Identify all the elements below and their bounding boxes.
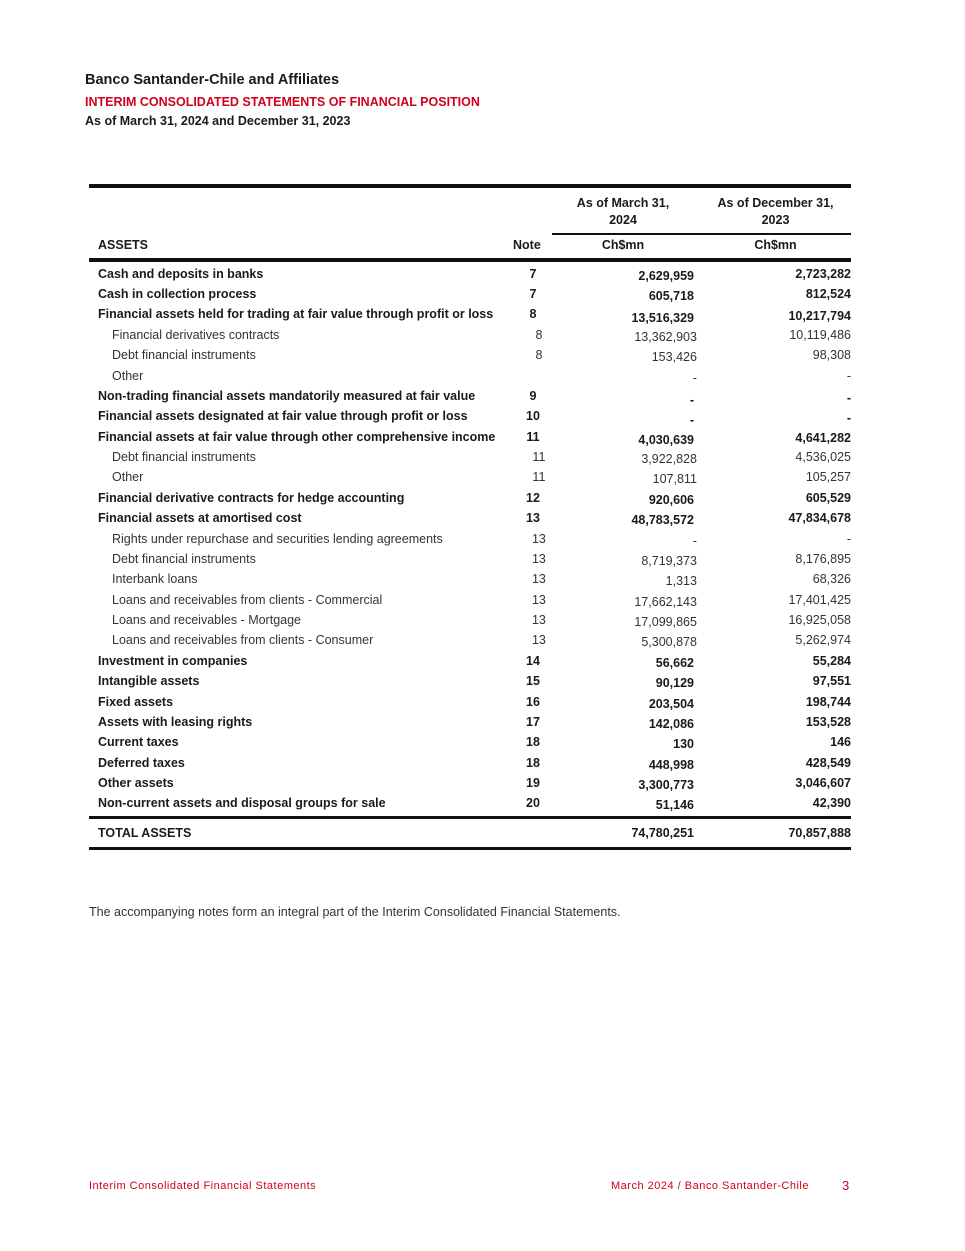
- row-note: 17: [526, 714, 540, 729]
- row-value-2023-text: 105,257: [805, 470, 851, 485]
- row-value-2024: [572, 468, 697, 488]
- row-value-2024: [572, 346, 697, 366]
- total-value-2024: 74,780,251: [631, 825, 694, 840]
- row-value-2024-text: 4,030,639: [638, 433, 694, 448]
- row-value-2023: [697, 631, 851, 651]
- row-value-2024-text: 13,516,329: [631, 311, 694, 326]
- row-note: 13: [531, 613, 546, 628]
- row-value-2023-text: -: [846, 411, 851, 425]
- row-value-2023: [694, 773, 851, 793]
- table-body: [89, 262, 851, 814]
- row-label: Non-current assets and disposal groups for sale: [98, 796, 386, 811]
- row-value-2024-text: 17,662,143: [634, 594, 697, 609]
- row-value-2023: [697, 468, 851, 488]
- table-row: [89, 733, 851, 753]
- row-value-2023-text: 428,549: [805, 755, 851, 770]
- col2-title: As of December 31,: [717, 196, 834, 210]
- total-value-2023: 70,857,888: [788, 825, 851, 840]
- row-value-2023-text: 3,046,607: [795, 776, 851, 791]
- row-value-2024-text: 56,662: [655, 655, 694, 670]
- table-row: [89, 325, 851, 345]
- row-label: Debt financial instruments: [112, 551, 256, 566]
- row-label: Fixed assets: [98, 694, 174, 709]
- row-value-2023: [697, 346, 851, 366]
- table-row: [89, 284, 851, 304]
- row-value-2024-text: -: [692, 370, 697, 385]
- row-value-2023-text: 605,529: [805, 490, 851, 505]
- row-value-2023-text: 97,551: [812, 674, 851, 689]
- row-value-2024-text: 448,998: [648, 757, 694, 772]
- row-note: 15: [526, 674, 540, 689]
- row-note: 7: [529, 287, 537, 302]
- row-label: Non-trading financial assets mandatorily measured at fair value: [98, 388, 476, 403]
- row-label: Financial derivatives contracts: [112, 327, 280, 342]
- row-value-2024: [567, 407, 694, 427]
- row-label: Intangible assets: [98, 674, 200, 689]
- assets-heading: ASSETS: [98, 238, 149, 252]
- row-value-2024-text: 17,099,865: [634, 615, 697, 630]
- row-value-2024-text: 1,313: [665, 574, 697, 589]
- table-row: [89, 427, 851, 447]
- table-row: [89, 447, 851, 467]
- row-label: Deferred taxes: [98, 755, 185, 770]
- total-top-rule: [89, 816, 851, 819]
- col1-unit: Ch$mn: [601, 238, 645, 252]
- row-value-2024-text: -: [689, 413, 694, 427]
- statement-date: As of March 31, 2024 and December 31, 2023: [85, 114, 351, 128]
- table-row: [89, 468, 851, 488]
- row-label: Financial assets at amortised cost: [98, 511, 302, 526]
- row-value-2024-text: -: [692, 533, 697, 548]
- row-label: Other: [112, 368, 144, 383]
- row-value-2024-text: 3,922,828: [641, 452, 697, 467]
- col1-year: 2024: [609, 213, 637, 227]
- row-label: Financial assets designated at fair value through profit or loss: [98, 409, 468, 424]
- row-value-2024: [572, 590, 697, 610]
- row-value-2023: [694, 794, 851, 814]
- row-value-2024-text: 130: [673, 737, 694, 752]
- table-row: [89, 712, 851, 732]
- row-note: 7: [529, 266, 537, 281]
- row-value-2023-text: -: [846, 368, 851, 383]
- row-value-2023-text: 812,524: [805, 287, 851, 302]
- row-value-2024: [572, 570, 697, 590]
- row-label: Cash and deposits in banks: [98, 266, 264, 281]
- row-value-2023-text: 10,119,486: [789, 327, 851, 342]
- row-value-2023-text: 153,528: [805, 714, 851, 729]
- row-value-2024-text: 8,719,373: [641, 553, 697, 568]
- row-note: 10: [526, 409, 540, 424]
- row-value-2024-text: 107,811: [652, 472, 697, 487]
- table-row: [89, 672, 851, 692]
- row-value-2024-text: 90,129: [655, 676, 694, 691]
- row-note: 11: [532, 470, 546, 485]
- row-label: Debt financial instruments: [112, 348, 256, 363]
- row-label: Assets with leasing rights: [98, 714, 253, 729]
- row-note: 18: [526, 755, 540, 770]
- row-note: 11: [532, 450, 546, 465]
- row-value-2024: [567, 386, 694, 406]
- row-value-2023: [694, 733, 851, 753]
- row-note: 13: [526, 511, 540, 526]
- col1-title: As of March 31,: [576, 196, 670, 210]
- table-row: [89, 570, 851, 590]
- row-value-2023: [697, 447, 851, 467]
- row-note: 13: [531, 572, 546, 587]
- table-row: [89, 773, 851, 793]
- row-note: 13: [531, 592, 546, 607]
- row-value-2024-text: -: [689, 392, 694, 407]
- page-number: 3: [842, 1178, 850, 1193]
- company-name: Banco Santander-Chile and Affiliates: [85, 72, 340, 88]
- row-value-2024-text: 605,718: [648, 289, 694, 304]
- table-row: [89, 549, 851, 569]
- row-value-2024: [572, 366, 697, 386]
- row-value-2024-text: 142,086: [648, 716, 694, 731]
- row-note: 13: [531, 531, 546, 546]
- row-note: 8: [529, 307, 537, 322]
- row-note: 18: [526, 735, 540, 750]
- row-note: 12: [526, 490, 540, 505]
- row-label: Financial assets at fair value through other comprehensive income: [98, 429, 496, 444]
- row-value-2023-text: 4,536,025: [795, 450, 851, 465]
- table-row: [89, 386, 851, 406]
- row-value-2023: [697, 529, 851, 549]
- row-value-2024: [567, 427, 694, 447]
- row-value-2024: [572, 529, 697, 549]
- row-value-2023: [694, 672, 851, 692]
- row-label: Cash in collection process: [98, 287, 257, 302]
- row-value-2024: [567, 488, 694, 508]
- row-value-2023: [694, 427, 851, 447]
- row-value-2024-text: 2,629,959: [638, 268, 694, 283]
- row-value-2023-text: -: [846, 390, 851, 405]
- row-note: 8: [535, 327, 543, 342]
- row-value-2023: [694, 284, 851, 304]
- financial-position-table: [89, 184, 851, 850]
- row-label: Interbank loans: [112, 572, 198, 587]
- row-note: [506, 366, 573, 386]
- row-note: 11: [526, 429, 540, 444]
- table-row: [89, 753, 851, 773]
- total-assets-row: [89, 821, 851, 846]
- row-label: Other: [112, 470, 144, 485]
- table-row: [89, 264, 851, 284]
- row-value-2023-text: 98,308: [812, 348, 851, 363]
- row-label: Other assets: [98, 776, 174, 791]
- table-row: [89, 529, 851, 549]
- row-value-2023: [697, 366, 851, 386]
- row-note: 9: [529, 388, 537, 403]
- row-value-2024: [572, 631, 697, 651]
- row-value-2024-text: 203,504: [648, 696, 694, 711]
- row-value-2023-text: 146: [830, 735, 851, 750]
- col2-year: 2023: [761, 213, 790, 227]
- row-note: 13: [531, 633, 546, 648]
- row-value-2024: [567, 672, 694, 692]
- row-value-2024-text: 51,146: [655, 798, 694, 813]
- row-value-2023: [694, 264, 851, 284]
- total-bottom-rule: [89, 847, 851, 850]
- row-value-2024: [567, 284, 694, 304]
- row-label: Financial derivative contracts for hedge accounting: [98, 490, 405, 505]
- table-row: [89, 631, 851, 651]
- table-row: [89, 590, 851, 610]
- row-value-2023-text: 47,834,678: [788, 511, 851, 526]
- header-rule: [552, 233, 851, 235]
- row-value-2024: [572, 610, 697, 630]
- row-value-2024-text: 920,606: [648, 492, 694, 507]
- row-value-2024: [567, 773, 694, 793]
- table-row: [89, 509, 851, 529]
- row-value-2023-text: 17,401,425: [788, 592, 851, 607]
- row-value-2023: [694, 753, 851, 773]
- row-value-2023: [694, 651, 851, 671]
- row-value-2023: [694, 712, 851, 732]
- row-value-2023-text: 42,390: [812, 796, 851, 811]
- col2-unit: Ch$mn: [754, 238, 797, 252]
- table-row: [89, 407, 851, 427]
- row-label: Financial assets held for trading at fair value through profit or loss: [98, 307, 494, 322]
- row-value-2024: [567, 305, 694, 325]
- row-value-2023-text: 4,641,282: [795, 431, 851, 446]
- row-note: 20: [526, 796, 540, 811]
- row-value-2023-text: 2,723,282: [795, 266, 851, 281]
- table-row: [89, 651, 851, 671]
- row-value-2023: [697, 549, 851, 569]
- note-heading: Note: [513, 238, 541, 252]
- row-value-2023: [697, 610, 851, 630]
- row-value-2023-text: 8,176,895: [795, 551, 851, 566]
- total-note: [499, 823, 567, 843]
- row-value-2024-text: 5,300,878: [641, 635, 697, 650]
- footer-right: March 2024 / Banco Santander-Chile: [611, 1180, 809, 1192]
- row-value-2024: [567, 651, 694, 671]
- row-value-2024: [567, 509, 694, 529]
- row-value-2023: [697, 325, 851, 345]
- row-label: Loans and receivables from clients - Commercial: [112, 592, 383, 607]
- row-label: Loans and receivables - Mortgage: [112, 613, 302, 628]
- row-note: 16: [526, 694, 540, 709]
- row-value-2023-text: -: [846, 531, 851, 546]
- row-label: Loans and receivables from clients - Consumer: [112, 633, 374, 648]
- row-value-2023-text: 5,262,974: [795, 633, 851, 648]
- row-value-2023-text: 10,217,794: [788, 309, 851, 324]
- table-header: [89, 188, 851, 258]
- row-value-2024: [567, 753, 694, 773]
- footer-left: Interim Consolidated Financial Statements: [89, 1180, 317, 1192]
- row-note: 14: [526, 653, 540, 668]
- row-value-2024: [567, 712, 694, 732]
- row-value-2023: [697, 570, 851, 590]
- row-value-2024: [572, 447, 697, 467]
- statement-title: INTERIM CONSOLIDATED STATEMENTS OF FINANCIAL POSITION: [85, 95, 480, 109]
- row-value-2023-text: 68,326: [812, 572, 851, 587]
- row-value-2023: [694, 509, 851, 529]
- row-value-2024-text: 3,300,773: [638, 778, 694, 793]
- row-label: Current taxes: [98, 735, 179, 750]
- row-label: Debt financial instruments: [112, 450, 256, 465]
- table-row: [89, 692, 851, 712]
- table-row: [89, 366, 851, 386]
- row-value-2024: [572, 549, 697, 569]
- row-value-2024-text: 48,783,572: [631, 513, 694, 528]
- footnote: The accompanying notes form an integral part of the Interim Consolidated Financial Statements.: [89, 905, 621, 919]
- row-value-2023: [694, 488, 851, 508]
- row-value-2023-text: 16,925,058: [788, 613, 851, 628]
- row-value-2024: [567, 794, 694, 814]
- table-row: [89, 346, 851, 366]
- table-row: [89, 794, 851, 814]
- row-value-2024: [572, 325, 697, 345]
- row-label: Rights under repurchase and securities lending agreements: [112, 531, 443, 546]
- row-value-2023: [694, 386, 851, 406]
- row-value-2023-text: 198,744: [805, 694, 851, 709]
- total-label: TOTAL ASSETS: [98, 825, 192, 840]
- table-row: [89, 305, 851, 325]
- row-note: 19: [526, 776, 540, 791]
- row-value-2024: [567, 264, 694, 284]
- row-note: 8: [535, 348, 543, 363]
- row-value-2023: [697, 590, 851, 610]
- row-value-2024: [567, 733, 694, 753]
- row-label: Investment in companies: [98, 653, 248, 668]
- row-value-2024-text: 13,362,903: [634, 329, 697, 344]
- row-value-2023: [694, 692, 851, 712]
- row-value-2024-text: 153,426: [651, 350, 697, 365]
- row-value-2023-text: 55,284: [812, 653, 851, 668]
- row-note: 13: [531, 551, 546, 566]
- row-value-2024: [567, 692, 694, 712]
- row-value-2023: [694, 407, 851, 427]
- table-row: [89, 488, 851, 508]
- table-row: [89, 610, 851, 630]
- row-value-2023: [694, 305, 851, 325]
